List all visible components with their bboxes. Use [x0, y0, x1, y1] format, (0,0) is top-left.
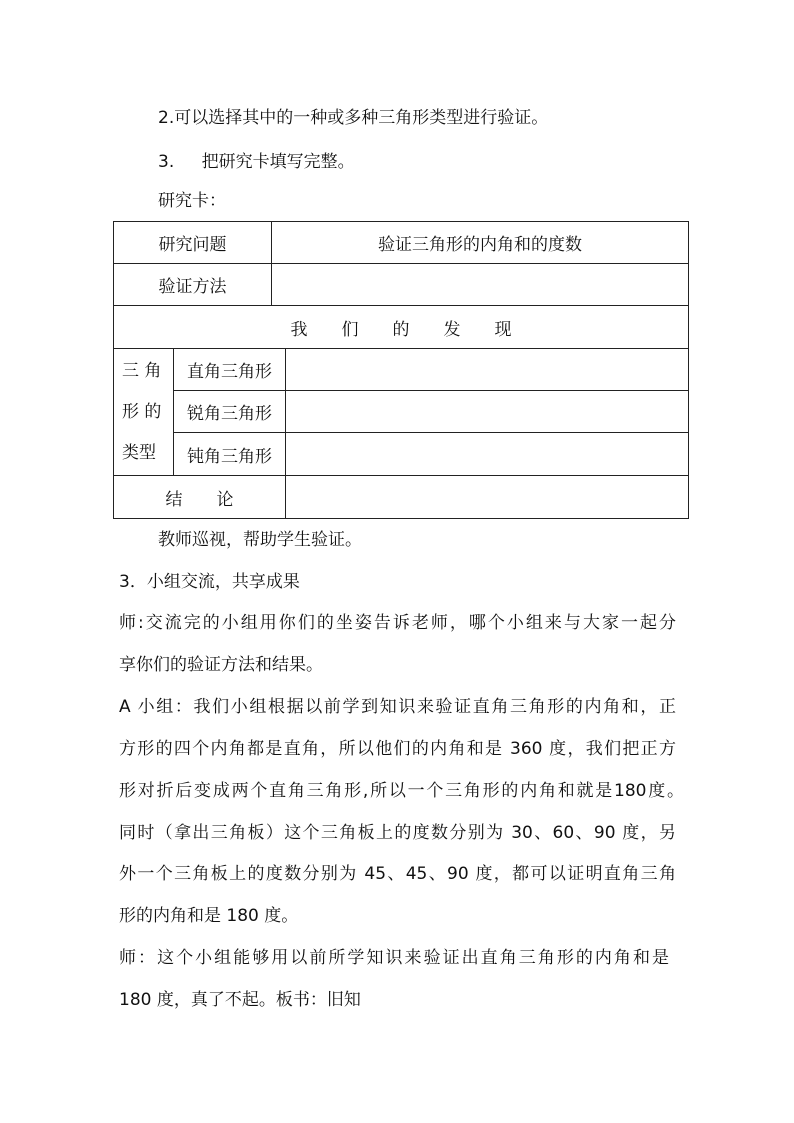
method-value-cell	[272, 264, 689, 306]
group-a-line-4: 同时（拿出三角板）这个三角板上的度数分别为 30、60、90 度，另	[119, 823, 676, 843]
type-label-line-3: 类型	[122, 442, 156, 463]
intro-line-3	[158, 150, 355, 174]
intro-line-2: 2.可以选择其中的一种或多种三角形类型进行验证。	[158, 108, 549, 128]
intro-line-3-number: 3.	[158, 152, 175, 172]
obtuse-triangle-value-cell	[286, 433, 689, 476]
acute-triangle-value-cell	[286, 391, 689, 433]
type-label-line-1: 三 角	[122, 360, 162, 381]
teacher-patrol-paragraph: 教师巡视，帮助学生验证。	[158, 530, 362, 550]
card-label: 研究卡：	[158, 191, 226, 211]
group-a-line-3: 形对折后变成两个直角三角形,所以一个三角形的内角和就是180度。	[119, 781, 684, 801]
obtuse-triangle-label-cell: 钝角三角形	[174, 433, 286, 476]
intro-line-3-text: 把研究卡填写完整。	[201, 152, 355, 172]
teacher-prompt-line-2: 享你们的验证方法和结果。	[119, 655, 323, 675]
question-value-cell: 验证三角形的内角和的度数	[272, 222, 689, 264]
teacher-prompt-line-1: 师:交流完的小组用你们的坐姿告诉老师，哪个小组来与大家一起分	[119, 613, 676, 633]
teacher-comment-line-1: 师：这个小组能够用以前所学知识来验证出直角三角形的内角和是	[119, 948, 669, 968]
type-label-line-2: 形 的	[122, 401, 162, 422]
right-triangle-value-cell	[286, 349, 689, 391]
findings-header-cell: 我 们 的 发 现	[114, 306, 689, 349]
question-label-cell: 研究问题	[114, 222, 272, 264]
method-label-cell: 验证方法	[114, 264, 272, 306]
research-card-table	[113, 221, 689, 519]
group-a-line-1: A 小组：我们小组根据以前学到知识来验证直角三角形的内角和，正	[119, 697, 676, 717]
group-a-line-2: 方形的四个内角都是直角，所以他们的内角和是 360 度，我们把正方	[119, 739, 676, 759]
group-a-line-6: 形的内角和是 180 度。	[119, 906, 299, 926]
right-triangle-label-cell: 直角三角形	[174, 349, 286, 391]
group-share-heading: 3．小组交流，共享成果	[119, 572, 300, 592]
group-a-line-5: 外一个三角板上的度数分别为 45、45、90 度，都可以证明直角三角	[119, 864, 676, 884]
teacher-comment-line-2: 180 度，真了不起。板书：旧知	[119, 990, 361, 1010]
conclusion-value-cell	[286, 476, 689, 519]
acute-triangle-label-cell: 锐角三角形	[174, 391, 286, 433]
conclusion-label-cell: 结 论	[114, 476, 286, 519]
triangle-type-label-cell	[114, 349, 174, 476]
